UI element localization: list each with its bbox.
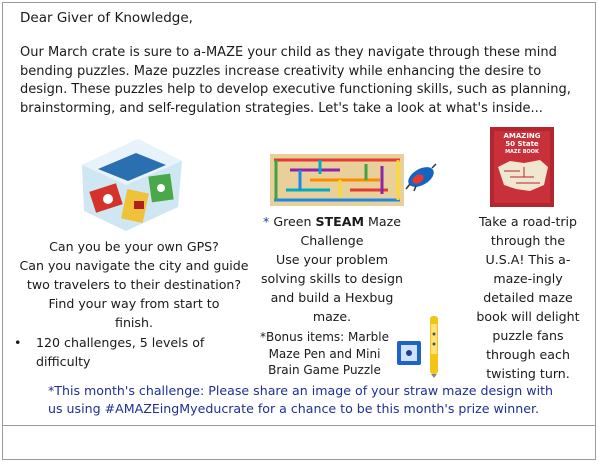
steam-title bbox=[252, 212, 412, 250]
bullet-marker: • bbox=[14, 335, 22, 350]
gps-description bbox=[10, 237, 258, 332]
gps-puzzle-game-image bbox=[78, 135, 186, 233]
gps-line-2: Can you navigate the city and guide bbox=[19, 258, 249, 273]
footer-divider bbox=[2, 425, 596, 426]
marble-maze-pen-image bbox=[426, 314, 442, 378]
book-title-2: 50 State bbox=[505, 140, 539, 148]
gps-line-1: Can you be your own GPS? bbox=[49, 239, 219, 254]
monthly-challenge: *This month's challenge: Please share an image of your straw maze design with us using #AMAZEingMyeducrate for a chance to be this month's prize winner. bbox=[48, 383, 553, 416]
intro-paragraph: Our March crate is sure to a-MAZE your child as they navigate through these mind bending puzzles. Maze puzzles increase creativity while enhancing the desire to design. These puzzles help to develop executive functioning skills, such as planning, brainstorming, and self-regulation strategies. Let's take a look at what's inside... bbox=[20, 45, 571, 116]
maze-book-cover-text bbox=[490, 132, 554, 156]
steam-post: Maze Challenge bbox=[300, 214, 401, 248]
gps-line-3: two travelers to their destination? bbox=[26, 277, 242, 292]
hexbug-image bbox=[404, 162, 438, 192]
steam-challenge bbox=[252, 212, 412, 326]
steam-description: Use your problem solving skills to design and build a Hexbug maze. bbox=[260, 252, 404, 324]
steam-bold: STEAM bbox=[315, 214, 365, 229]
book-title-1: AMAZING bbox=[503, 132, 541, 140]
challenges-text: 120 challenges, 5 levels of difficulty bbox=[36, 335, 205, 369]
maze-book-description: Take a road-trip through the U.S.A! This a-maze-ingly detailed maze book will delight puzzle fans through each twisting turn. bbox=[476, 214, 580, 381]
mini-brain-puzzle-image bbox=[396, 340, 422, 366]
steam-star: * bbox=[263, 214, 270, 229]
straw-maze-photo-image bbox=[270, 154, 404, 206]
gps-line-5: finish. bbox=[115, 315, 153, 330]
greeting: Dear Giver of Knowledge, bbox=[20, 10, 193, 26]
steam-pre: Green bbox=[269, 214, 316, 229]
gps-line-4: Find your way from start to bbox=[48, 296, 220, 311]
bonus-items: *Bonus items: Marble Maze Pen and Mini Brain Game Puzzle bbox=[259, 330, 390, 377]
book-title-3: MAZE BOOK bbox=[505, 149, 539, 155]
